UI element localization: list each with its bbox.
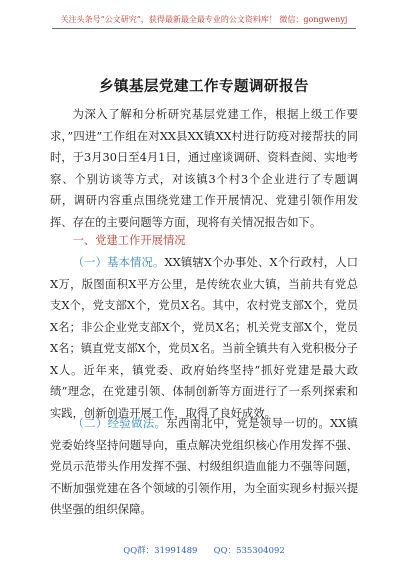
basic-situation-label: （一）基本情况。 — [72, 256, 165, 269]
basic-situation-paragraph — [50, 252, 358, 424]
document-title: 乡镇基层党建工作专题调研报告 — [99, 79, 309, 95]
intro-paragraph: 为深入了解和分析研究基层党建工作，根据上级工作要求，”四进”工作组在对XX县XX镇XX村进行防疫对接帮扶的同时，于3月30日至4月1日，通过座谈调研、资料查阅、实地考察、个别访谈等方式，对该镇3个村3个企业进行了专题调研，调研内容重点围绕党建工作开展情况、党建引领作用发挥、存在的主要问题等方面，现将有关情况报告如下。 — [50, 108, 358, 229]
header-note: 关注头条号“公文研究”，获得最新最全最专业的公文资料库！ 微信：gongwenyj — [60, 15, 348, 24]
experience-label: （二）经验做法。 — [72, 417, 167, 430]
basic-situation-text: XX镇辖X个办事处、X个行政村，人口X万，版图面积X平方公里，是传统农业大镇，当前共有党总支X个，党支部X个，党员X名。其中，农村党支部X个，党员X名；非公企业党支部X个，党员X名；机关党支部X个，党员X名；镇直党支部X个，党员X名。当前全镇共有入党积极分子X人。近年来，镇党委、政府始终坚持”抓好党建是最大政绩”理念，在党建引领、体制创新等方面进行了一系列探索和实践，创新创造开展工作，取得了良好成效。 — [50, 256, 358, 420]
header-divider — [52, 28, 356, 29]
section-heading: 一、党建工作开展情况 — [72, 234, 186, 247]
experience-text: 东西南北中，党是领导一切的。XX镇党委始终坚持问题导向，重点解决党组织核心作用发挥不强、党员示范带头作用发挥不强、村级组织造血能力不强等问题，不断加强党建在各个领域的引领作用，为全面实现乡村振兴提供坚强的组织保障。 — [50, 417, 358, 516]
footer-contact: QQ群：31991489 QQ：535304092 — [123, 546, 285, 556]
experience-paragraph — [50, 413, 358, 521]
